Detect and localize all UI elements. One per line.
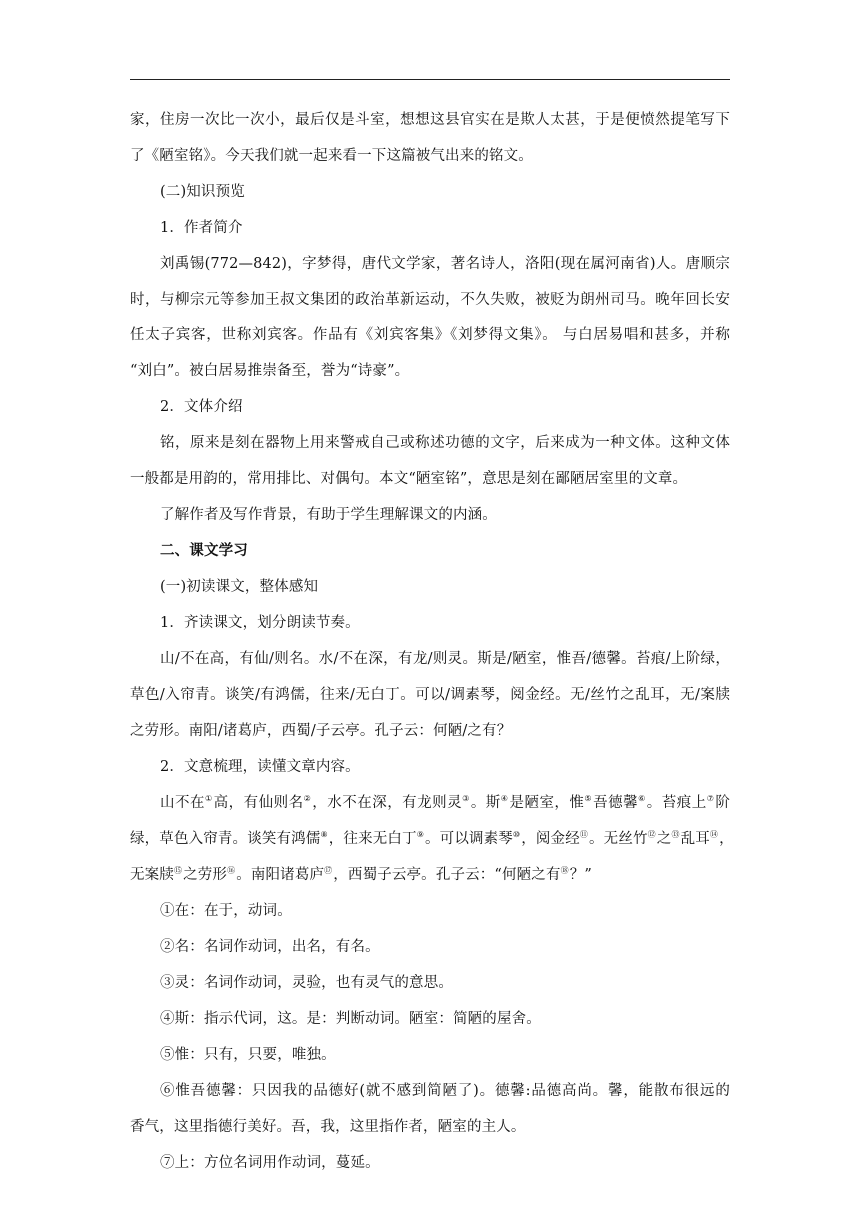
text-segment: 山不在 xyxy=(160,795,205,811)
paragraph-line: 一般都是用韵的，常用排比、对偶句。本文“陋室铭”，意思是刻在鄙陋居室里的文章。 xyxy=(130,471,688,487)
note-item-continued: 香气，这里指德行美好。吾，我，这里指作者，陋室的主人。 xyxy=(130,1119,526,1135)
header-rule xyxy=(130,79,730,80)
footnote-marker: ⑫ xyxy=(647,830,656,839)
text-segment: 阶 xyxy=(715,795,731,811)
text-segment: ， xyxy=(719,831,734,847)
text-segment: 之劳形 xyxy=(183,867,228,883)
footnote-marker: ⑧ xyxy=(320,830,328,839)
text-segment: 是陋室，惟 xyxy=(509,795,585,811)
footnote-marker: ⑤ xyxy=(584,794,593,803)
subsection-heading: 1．齐读课文，划分朗读节奏。 xyxy=(160,615,360,631)
footnote-marker: ⑪ xyxy=(579,830,589,839)
paragraph-line: 家，住房一次比一次小，最后仅是斗室，想想这县官实在是欺人太甚，于是便愤然提笔写下 xyxy=(130,112,730,128)
text-segment: 乱耳 xyxy=(680,831,710,847)
annotated-text-line xyxy=(160,793,730,813)
text-segment: ？” xyxy=(569,867,592,883)
note-item: ①在：在于，动词。 xyxy=(160,903,292,919)
subsection-heading: 1．作者简介 xyxy=(160,220,243,236)
text-segment: ，西蜀子云亭。孔子云：“何陋之有 xyxy=(333,867,561,883)
footnote-marker: ⑬ xyxy=(671,830,680,839)
footnote-marker: ③ xyxy=(462,794,470,803)
footnote-marker: ⑥ xyxy=(638,794,646,803)
text-segment: 无案牍 xyxy=(130,867,174,883)
subsection-heading: 2．文意梳理，读懂文章内容。 xyxy=(160,759,360,775)
section-heading: (一)初读课文，整体感知 xyxy=(160,579,319,595)
text-segment: 。南阳诸葛庐 xyxy=(236,867,325,883)
note-item: ⑦上：方位名词用作动词，蔓延。 xyxy=(160,1155,380,1171)
footnote-marker: ② xyxy=(303,794,312,803)
footnote-marker: ④ xyxy=(500,794,509,803)
footnote-marker: ⑰ xyxy=(324,866,333,875)
note-item: ③灵：名词作动词，灵验，也有灵气的意思。 xyxy=(160,975,453,991)
annotated-text-line xyxy=(130,829,734,849)
text-segment: ，往来无白丁 xyxy=(328,831,417,847)
text-segment: 之 xyxy=(656,831,672,847)
text-segment: 高，有仙则名 xyxy=(213,795,304,811)
text-segment: ，阅金经 xyxy=(521,831,580,847)
paragraph-line: 草色/入帘青。谈笑/有鸿儒，往来/无白丁。可以/调素琴，阅金经。无/丝竹之乱耳，无/案牍 xyxy=(130,687,730,703)
footnote-marker: ⑩ xyxy=(512,830,521,839)
footnote-marker: ⑭ xyxy=(709,830,719,839)
chapter-heading: 二、课文学习 xyxy=(160,542,248,559)
section-heading: (二)知识预览 xyxy=(160,184,245,200)
paragraph-line: 了解作者及写作背景，有助于学生理解课文的内涵。 xyxy=(160,507,497,523)
paragraph-line: 之劳形。南阳/诸葛庐，西蜀/子云亭。孔子云：何陋/之有？ xyxy=(130,723,512,739)
paragraph-line: “刘白”。被白居易推崇备至，誉为“诗豪”。 xyxy=(130,363,410,379)
text-segment: ，水不在深，有龙则灵 xyxy=(312,795,463,811)
annotated-text-line xyxy=(130,865,730,885)
subsection-heading: 2．文体介绍 xyxy=(160,399,243,415)
footnote-marker: ⑯ xyxy=(227,866,236,875)
note-item: ⑥惟吾德馨：只因我的品德好(就不感到简陋了)。德馨:品德高尚。馨，能散布很远的 xyxy=(160,1083,730,1099)
text-segment: 吾德馨 xyxy=(593,795,639,811)
note-item: ④斯：指示代词，这。是：判断动词。陋室：简陋的屋舍。 xyxy=(160,1011,541,1027)
text-segment: 。斯 xyxy=(470,795,501,811)
paragraph-line: 山/不在高，有仙/则名。水/不在深，有龙/则灵。斯是/陋室，惟吾/德馨。苔痕/上阶绿， xyxy=(160,651,730,667)
text-segment: 。苔痕上 xyxy=(646,795,707,811)
footnote-marker: ⑦ xyxy=(706,794,715,803)
paragraph-line: 铭，原来是刻在器物上用来警戒自己或称述功德的文字，后来成为一种文体。这种文体 xyxy=(160,435,730,451)
text-segment: 。可以调素琴 xyxy=(425,831,513,847)
note-item: ⑤惟：只有，只要，唯独。 xyxy=(160,1047,336,1063)
footnote-marker: ⑱ xyxy=(560,866,569,875)
paragraph-line: 了《陋室铭》。今天我们就一起来看一下这篇被气出来的铭文。 xyxy=(130,148,533,164)
paragraph-line: 时，与柳宗元等参加王叔文集团的政治革新运动，不久失败，被贬为朗州司马。晚年回长安 xyxy=(130,292,730,308)
text-segment: 。无丝竹 xyxy=(589,831,648,847)
paragraph-line: 任太子宾客，世称刘宾客。作品有《刘宾客集》《刘梦得文集》。 与白居易唱和甚多，并称 xyxy=(130,327,730,343)
footnote-marker: ① xyxy=(204,794,213,803)
paragraph-line: 刘禹锡(772—842)，字梦得，唐代文学家，著名诗人，洛阳(现在属河南省)人。唐顺宗 xyxy=(160,256,730,272)
footnote-marker: ⑨ xyxy=(416,830,425,839)
footnote-marker: ⑮ xyxy=(173,866,183,875)
note-item: ②名：名词作动词，出名，有名。 xyxy=(160,939,380,955)
text-segment: 绿，草色入帘青。谈笑有鸿儒 xyxy=(130,831,321,847)
